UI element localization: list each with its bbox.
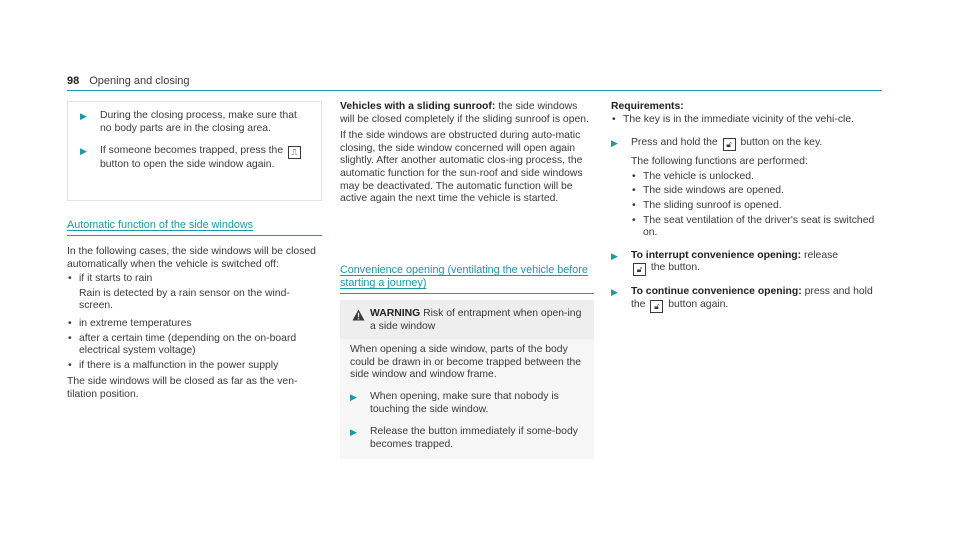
warning-step: ▶ Release the button immediately if some-body becomes trapped. [350,426,578,450]
requirements-title: Requirements: [611,101,684,112]
closing-steps-box [67,101,322,201]
page-number: 98 [67,75,80,87]
window-open-icon: ⎍ [288,146,301,159]
list-item: • if there is a malfunction in the power supply [67,360,322,373]
list-item-detail: Rain is detected by a rain sensor on the wind-screen. [79,287,290,312]
auto-intro: In the following cases, the side windows will be closed automatically when the vehicle is switched off: [67,246,316,270]
warning-text: When opening a side window, parts of the body could be drawn in or become trapped between the side window and window frame. [350,344,582,381]
section-title-convenience: Convenience opening (ventilating the vehicle before starting a journey) [340,264,588,289]
convenience-section [340,264,594,294]
unlock-key-icon: 🔓︎ [723,138,736,151]
step-arrow-icon: ▶ [80,146,87,157]
step-arrow-icon: ▶ [80,111,87,121]
warning-body [340,339,594,459]
unlock-key-icon: 🔓︎ [650,300,663,313]
function-item: • The vehicle is unlocked. [631,171,881,184]
warning-header [340,300,594,339]
chapter-title: Opening and closing [89,75,190,87]
sunroof-paragraph: Vehicles with a sliding sunroof: the side windows will be closed completely if the sliding sunroof is open. [340,101,589,125]
warning-headline: Risk of entrapment when open-ing a side window [370,308,582,332]
warning-step: ▶ When opening, make sure that nobody is touching the side window. [350,390,559,415]
step-interrupt: ▶ To interrupt convenience opening: release 🔓︎ the button. [611,249,839,275]
auto-outro: The side windows will be closed as far as the ven-tilation position. [67,376,298,400]
auto-function-section [67,219,322,402]
function-item: • The sliding sunroof is opened. [631,200,881,213]
step-text: During the closing process, make sure that no body parts are in the closing area. [100,110,297,134]
list-item: • in extreme temperatures [67,318,322,331]
step-press-hold: ▶ Press and hold the 🔓︎ button on the key. The following functions are performed: • The vehicle is unlocked. • The side windows are opened. • The sliding sunroof is opened. • The seat ventilation of the driver's seat is switched on. [611,137,881,240]
warning-box [340,300,594,450]
section-title-auto: Automatic function of the side windows [67,219,254,231]
step-closing-caution [80,110,311,135]
step-arrow-icon: ▶ [611,138,618,149]
step-trapped: ▶ If someone becomes trapped, press the ⎍ button to open the side window again. [80,145,311,172]
function-item: • The seat ventilation of the driver's seat is switched on. [631,215,881,240]
requirement-item: • The key is in the immediate vicinity of the vehi-cle. [611,114,881,127]
step-arrow-icon: ▶ [611,250,618,261]
function-item: • The side windows are opened. [631,185,881,198]
step-arrow-icon: ▶ [350,391,357,402]
step-arrow-icon: ▶ [611,287,618,298]
step-arrow-icon: ▶ [350,427,357,438]
title-rule [340,293,594,294]
warning-triangle-icon [352,309,365,321]
obstructed-paragraph: If the side windows are obstructed during auto-matic closing, the side window concerned will open again slightly. After another automatic clos-ing process, the automatic function for the sun-roof and side windows may be deactivated. The automatic function will be active again the next time the vehicle is started. [340,130,583,205]
warning-label: WARNING [370,308,421,319]
unlock-key-icon: 🔓︎ [633,263,646,276]
convenience-steps [611,101,881,323]
sunroof-section [340,101,592,206]
title-rule [67,235,322,236]
list-item: • after a certain time (depending on the on-board electrical system voltage) [67,333,322,358]
page-header [67,75,190,88]
step-continue: ▶ To continue convenience opening: press and hold the 🔓︎ button again. [611,286,873,311]
step-follow: The following functions are performed: [631,156,808,168]
list-item: • if it starts to rain [67,273,322,286]
header-rule [67,90,882,91]
